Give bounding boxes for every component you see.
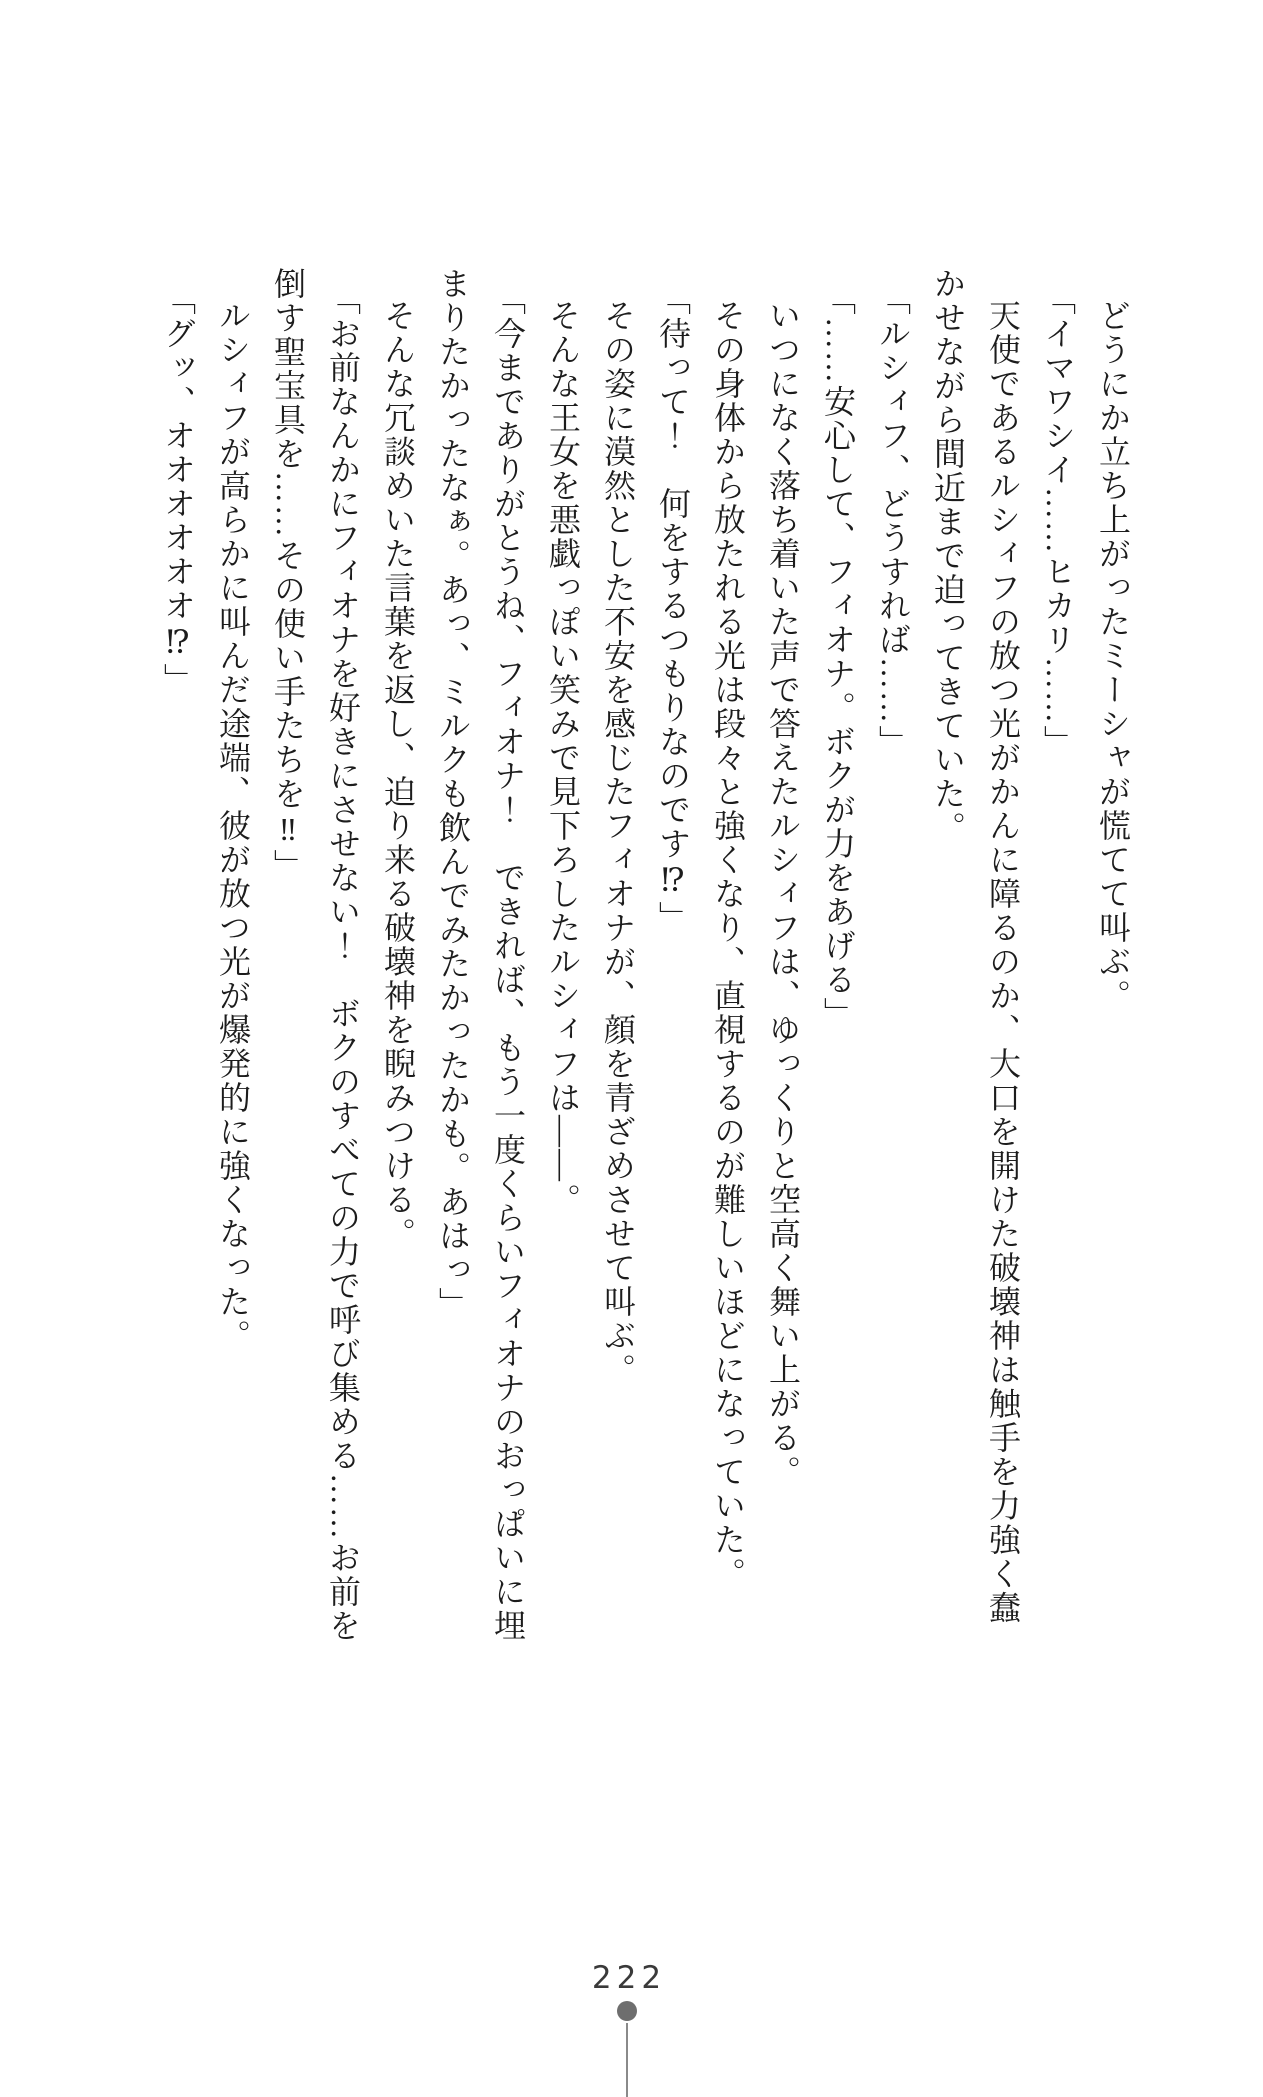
text-column: かせながら間近まで迫ってきていた。 (930, 267, 966, 845)
text-column: 「ルシィフ、どうすれば……」 (875, 283, 911, 759)
text-column: どうにか立ち上がったミーシャが慌てて叫ぶ。 (1095, 299, 1131, 1013)
text-column: 「イマワシイ……ヒカリ……」 (1040, 283, 1076, 759)
text-column: 「待って！ 何をするつもりなのです⁉」 (655, 283, 691, 935)
text-column: その身体から放たれる光は段々と強くなり、直視するのが難しいほどになっていた。 (710, 299, 746, 1591)
text-column: ルシィフが高らかに叫んだ途端、彼が放つ光が爆発的に強くなった。 (215, 299, 251, 1353)
text-column: 「お前なんかにフィオナを好きにさせない！ ボクのすべての力で呼び集める……お前を (325, 283, 361, 1643)
page-footer (0, 1960, 1253, 2097)
text-column: いつになく落ち着いた声で答えたルシィフは、ゆっくりと空高く舞い上がる。 (765, 299, 801, 1489)
text-column: 天使であるルシィフの放つ光がかんに障るのか、大口を開けた破壊神は触手を力強く蠢 (985, 299, 1021, 1625)
page-number: 222 (591, 1960, 667, 1996)
text-column: 「今までありがとうね、フィオナ！ できれば、もう一度くらいフィオナのおっぱいに埋 (490, 283, 526, 1643)
text-column: そんな冗談めいた言葉を返し、迫り来る破壊神を睨みつける。 (380, 299, 416, 1251)
vertical-text-block (150, 267, 1140, 1659)
page-number-dot (617, 2001, 637, 2021)
page-number-line (626, 2023, 628, 2097)
text-column: まりたかったなぁ。あっ、ミルクも飲んでみたかったかも。あはっ」 (435, 267, 471, 1321)
text-column: 「グッ、オオオオオオ⁉」 (160, 283, 196, 697)
text-column: そんな王女を悪戯っぽい笑みで見下ろしたルシィフは——。 (545, 299, 581, 1217)
text-column: その姿に漠然とした不安を感じたフィオナが、顔を青ざめさせて叫ぶ。 (600, 299, 636, 1387)
text-column: 倒す聖宝具を……その使い手たちを‼」 (270, 267, 306, 883)
text-column: 「……安心して、フィオナ。ボクが力をあげる」 (820, 283, 856, 1031)
